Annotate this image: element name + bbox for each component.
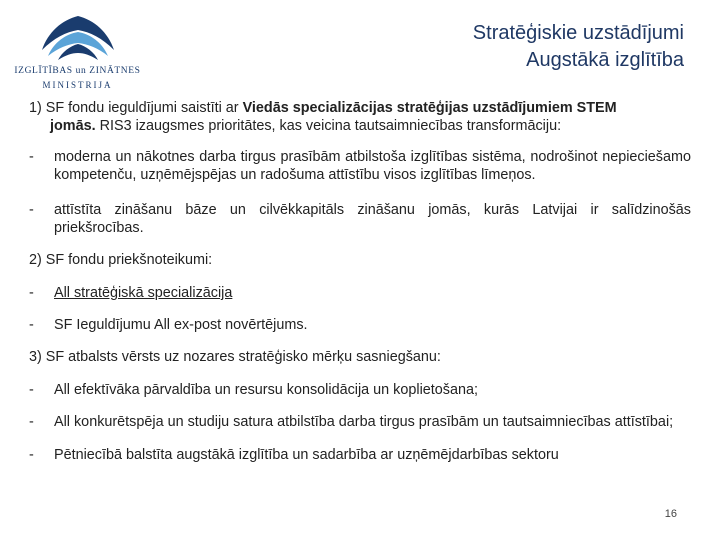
ministry-emblem-icon [32,10,124,62]
list-dash: - [29,382,34,398]
list-item-text: All konkurētspēja un studiju satura atbilstība darba tirgus prasībām un tautsaimniecības attīstībai; [54,414,674,430]
list-item-text: SF Ieguldījumu All ex-post novērtējums. [54,317,308,333]
section1-rest: RIS3 izaugsmes prioritātes, kas veicina tautsaimniecības transformāciju: [95,118,562,134]
list-item-text: All efektīvāka pārvaldība un resursu konsolidācija un koplietošana; [54,382,478,398]
list-item [29,446,691,464]
list-item [29,413,691,431]
section3-heading: 3) SF atbalsts vērsts uz nozares stratēģisko mērķu sasniegšanu: [29,349,441,365]
list-dash: - [29,414,34,430]
section1-heading [29,99,691,135]
section1-prefix: 1) SF fondu ieguldījumi saistīti ar [29,100,243,116]
list-dash: - [29,149,34,165]
ministry-logo [10,8,145,98]
page-number: 16 [664,508,677,520]
title-line-1: Stratēģiskie uzstādījumi [472,22,684,44]
strategic-specialization-link[interactable]: All stratēģiskā specializācija [54,285,233,301]
logo-text-line2: MINISTRIJA [42,80,113,90]
list-dash: - [29,317,34,333]
list-item [29,201,691,237]
section1-bold2: jomās. [50,118,96,134]
list-item [29,381,691,399]
list-dash: - [29,202,34,218]
list-item-text: Pētniecībā balstīta augstākā izglītība un sadarbība ar uzņēmējdarbības sektoru [54,447,559,463]
list-item [29,148,691,184]
slide-body [29,99,691,464]
list-item-text: attīstīta zināšanu bāze un cilvēkkapitāls zināšanu jomās, kurās Latvijai ir salīdzinošās priekšrocības. [54,202,691,236]
list-item-link[interactable] [54,284,691,302]
title-line-2: Augstākā izglītība [526,49,684,71]
list-item [29,284,691,302]
list-dash: - [29,285,34,301]
slide-title [473,20,684,74]
list-item [29,316,691,334]
logo-text-line1: IZGLĪTĪBAS un ZINĀTNES [14,66,141,76]
list-item-text: moderna un nākotnes darba tirgus prasībām atbilstoša izglītības sistēma, nodrošinot nepieciešamo kompetenču, uzņēmējspējas un radošuma attīstību visos izglītības līmeņos. [54,149,691,183]
section2-heading: 2) SF fondu priekšnoteikumi: [29,252,213,268]
list-dash: - [29,447,34,463]
section1-bold: Viedās specializācijas stratēģijas uzstādījumiem STEM [242,100,617,116]
